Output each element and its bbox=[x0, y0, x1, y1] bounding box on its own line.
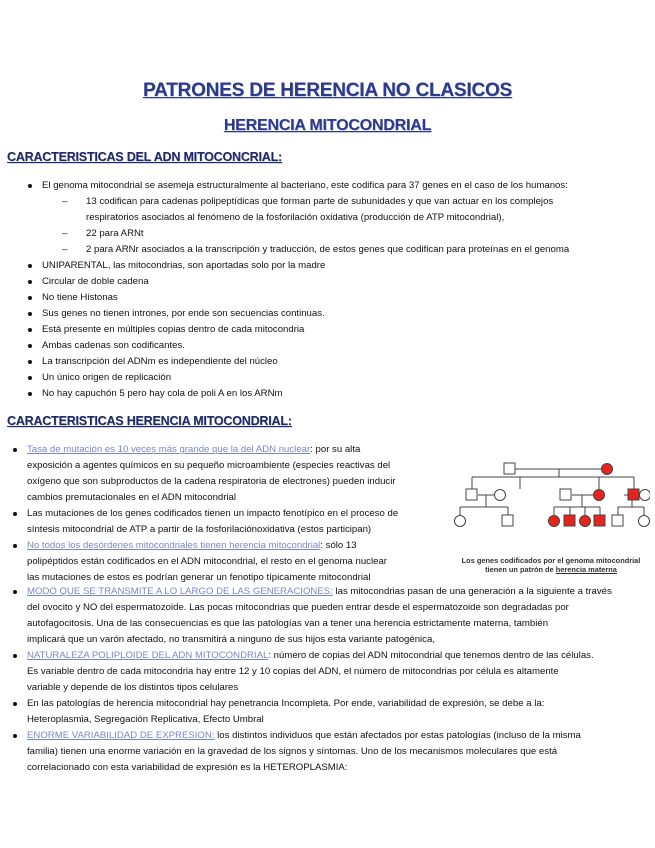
herencia-characteristics-list bbox=[27, 442, 457, 586]
expression-variability-link[interactable]: ENORME VARIABILIDAD DE EXPRESION: bbox=[27, 730, 215, 741]
text-line: : por su alta bbox=[310, 444, 361, 455]
figure-caption bbox=[452, 556, 650, 574]
list-item: Está presente en múltiples copias dentro de cada mitocondria bbox=[42, 322, 642, 338]
list-item bbox=[27, 442, 447, 506]
pedigree-male-affected bbox=[564, 515, 575, 526]
adn-characteristics-list bbox=[42, 178, 642, 402]
text-line: del ovocito y NO del espermatozoide. Las pocas mitocondrias que pueden entrar desde el espermatozoide son degradadas por bbox=[27, 602, 569, 613]
list-item bbox=[27, 728, 645, 776]
text-line: correlacionado con esta variabilidad de expresión es la HETEROPLASMIA: bbox=[27, 762, 348, 773]
pedigree-female bbox=[640, 490, 651, 501]
list-item: Un único origen de replicación bbox=[42, 370, 642, 386]
maternal-inheritance-pedigree bbox=[452, 452, 650, 572]
text-line: implicará que un varón afectado, no transmitirá a ninguno de sus hijos esta variante patogénica, bbox=[27, 634, 435, 645]
section-heading-herencia: CARACTERISTICAS HERENCIA MITOCONDRIAL: bbox=[7, 414, 292, 428]
list-item: El genoma mitocondrial se asemeja estructuralmente al bacteriano, este codifica para 37 genes en el caso de los humanos: bbox=[42, 178, 642, 194]
pedigree-female bbox=[455, 516, 466, 527]
list-item bbox=[27, 584, 645, 648]
text-line: las mitocondrias pasan de una generación a la siguiente a través bbox=[332, 586, 612, 597]
list-item bbox=[27, 506, 447, 538]
text-line: En las patologías de herencia mitocondrial hay penetrancia Incompleta. Por ende, variabilidad de expresión, se debe a la: bbox=[27, 698, 545, 709]
list-item: La transcripción del ADNm es independiente del núcleo bbox=[42, 354, 642, 370]
polyploid-link[interactable]: NATURALEZA POLIPLOIDE DEL ADN MITOCONDRIAL bbox=[27, 650, 269, 661]
text-line: familia) tienen una enorme variación en la gravedad de los signos y síntomas. Uno de los mecanismos moleculares que está bbox=[27, 746, 558, 757]
list-item: No tiene Histonas bbox=[42, 290, 642, 306]
transmission-mode-link[interactable]: MODO QUE SE TRANSMITE A LO LARGO DE LAS GENERACIONES: bbox=[27, 586, 333, 597]
caption-line: Los genes codificados por el genoma mitocondrial bbox=[461, 556, 641, 565]
pedigree-male bbox=[504, 463, 515, 474]
disorders-link[interactable]: No todos los desórdenes mitocondriales tienen herencia mitocondrial bbox=[27, 540, 321, 551]
pedigree-male-affected bbox=[628, 489, 639, 500]
list-item bbox=[27, 696, 645, 728]
text-line: polipéptidos están codificados en el ADN mitocondrial, el resto en el genoma nuclear bbox=[27, 556, 387, 567]
pedigree-male bbox=[466, 489, 477, 500]
text-line: los distintos individuos que están afectados por estas patologías (incluso de la misma bbox=[214, 730, 581, 741]
maternal-inheritance-link[interactable]: herencia materna bbox=[555, 565, 617, 574]
text-line: cambios premutacionales en el ADN mitocondrial bbox=[27, 492, 237, 503]
list-item: No hay capuchón 5 pero hay cola de poli A en los ARNm bbox=[42, 386, 642, 402]
pedigree-female-affected bbox=[594, 490, 605, 501]
list-item: Ambas cadenas son codificantes. bbox=[42, 338, 642, 354]
pedigree-male bbox=[560, 489, 571, 500]
text-line: autofagocitosis. Una de las consecuencias es que las patologías van a tener una herencia estrictamente materna, también bbox=[27, 618, 549, 629]
sub-list-item: – 2 para ARNr asociados a la transcripción y traducción, de estos genes que codifican para proteínas en el genoma bbox=[42, 242, 642, 258]
text-line: Heteroplasmia, Segregación Replicativa, Efecto Umbral bbox=[27, 714, 264, 725]
text-line: : sólo 13 bbox=[320, 540, 357, 551]
text-line: oxígeno que son subproductos de la cadena respiratoria de electrones) pueden inducir bbox=[27, 476, 396, 487]
caption-line: tienen un patrón de bbox=[485, 565, 556, 574]
page-subtitle: HERENCIA MITOCONDRIAL bbox=[223, 117, 432, 134]
pedigree-female bbox=[495, 490, 506, 501]
pedigree-female-affected bbox=[602, 464, 613, 475]
pedigree-female-affected bbox=[580, 516, 591, 527]
herencia-characteristics-list-continued bbox=[27, 584, 645, 776]
list-item: Circular de doble cadena bbox=[42, 274, 642, 290]
list-item bbox=[27, 648, 645, 696]
pedigree-female bbox=[639, 516, 650, 527]
text-line: : número de copias del ADN mitocondrial que tenemos dentro de las células. bbox=[268, 650, 594, 661]
pedigree-lines bbox=[460, 469, 644, 516]
page-title: PATRONES DE HERENCIA NO CLASICOS bbox=[142, 80, 513, 101]
section-heading-adn: CARACTERISTICAS DEL ADN MITOCONCRIAL: bbox=[7, 150, 283, 164]
list-item bbox=[27, 538, 447, 586]
sub-item-line: respiratorios asociados al fenómeno de la fosforilación oxidativa (producción de ATP mitocondrial), bbox=[86, 212, 505, 223]
pedigree-male bbox=[502, 515, 513, 526]
text-line: Las mutaciones de los genes codificados tienen un impacto fenotípico en el proceso de bbox=[27, 508, 399, 519]
text-line: síntesis mitocondrial de ATP a partir de la fosforilaciónoxidativa (estos participan) bbox=[27, 524, 372, 535]
sub-item-line: 13 codifican para cadenas polipeptídicas que forman parte de subunidades y que van actuar en los complejos bbox=[86, 196, 554, 207]
text-line: exposición a agentes químicos en su pequeño microambiente (especies reactivas del bbox=[27, 460, 391, 471]
mutation-rate-link[interactable]: Tasa de mutación es 10 veces más grande que la del ADN nuclear bbox=[27, 444, 311, 455]
text-line: las mutaciones de estos es podrían generar un fenotipo típicamente mitocondrial bbox=[27, 572, 371, 583]
pedigree-male-affected bbox=[594, 515, 605, 526]
list-item: Sus genes no tienen intrones, por ende son secuencias continuas. bbox=[42, 306, 642, 322]
sub-list-item bbox=[42, 194, 642, 226]
sub-list-item: – 22 para ARNt bbox=[42, 226, 642, 242]
text-line: variable y depende de los distintos tipos celulares bbox=[27, 682, 239, 693]
pedigree-male bbox=[612, 515, 623, 526]
pedigree-female-affected bbox=[549, 516, 560, 527]
list-item: UNIPARENTAL, las mitocondrias, son aportadas solo por la madre bbox=[42, 258, 642, 274]
text-line: Es variable dentro de cada mitocondria hay entre 12 y 10 copias del ADN, el número de mitocondrias por célula es altamente bbox=[27, 666, 559, 677]
